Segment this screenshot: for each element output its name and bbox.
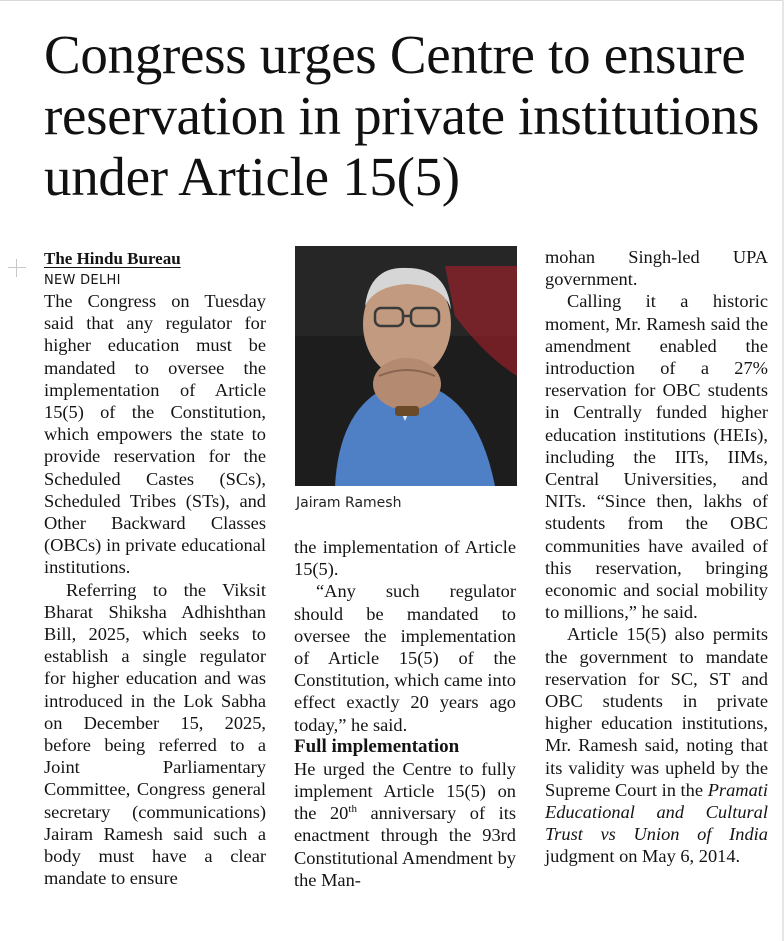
photo-jairam-ramesh [295,246,517,486]
paragraph: Calling it a historic moment, Mr. Ramesh said the amendment enabled the introduction of a 27% reservation for OBC students in Centrally funded higher education institutions (HEIs), including the IITs, IIMs, Central Universities, and NITs. “Since then, lakhs of students from the OBC communities have availed of this reservation, bringing economic and social mobility to millions,” he said. [545,291,768,623]
column-3 [545,246,768,868]
paragraph: “Any such regulator should be mandated to oversee the implementation of Article 15(5) of the Constitution, which came into effect exactly 20 years ago today,” he said. [294,581,516,735]
paragraph [294,758,516,891]
superscript: th [348,803,357,816]
paragraph [545,623,768,867]
portrait-illustration [295,246,517,486]
byline[interactable]: The Hindu Bureau [44,249,181,268]
paragraph-text: anniversary of its enactment through the 93rd Constitutional Amendment by the Man- [294,803,516,890]
paragraph-text: Article 15(5) also permits the government to mandate reservation for SC, ST and OBC students in private higher education institutions, Mr. Ramesh said, noting that its validity was upheld by the Supreme Court in the [545,624,768,800]
subheading: Full implementation [294,735,460,757]
crosshair-mark [8,259,26,277]
paragraph-text: He urged the Centre to fully implement Article 15(5) on the 20 [294,758,516,824]
dateline: NEW DELHI [44,273,121,288]
paragraph: mohan Singh-led UPA government. [545,247,768,290]
column-1 [44,246,266,889]
paragraph: the implementation of Article 15(5). [294,537,516,580]
top-rule [0,0,784,1]
paragraph-text: judgment on May 6, 2014. [545,846,741,867]
case-name: Pramati Educational and Cultural Trust vs Union of India [545,779,768,845]
column-2 [294,536,516,891]
photo-caption: Jairam Ramesh [296,495,402,511]
paragraph: The Congress on Tuesday said that any regulator for higher education must be mandated to oversee the implementation of Article 15(5) of the Constitution, which empowers the state to provide reservation for the Scheduled Castes (SCs), Scheduled Tribes (STs), and Other Backward Classes (OBCs) in private educational institutions. [44,291,266,578]
paragraph: Referring to the Viksit Bharat Shiksha Adhishthan Bill, 2025, which seeks to establish a single regulator for higher education and was introduced in the Lok Sabha on December 15, 2025, before being referred to a Joint Parliamentary Committee, Congress general secretary (communications) Jairam Ramesh said such a body must have a clear mandate to ensure [44,579,266,889]
headline: Congress urges Centre to ensure reservation in private institutions under Article 15(5) [44,24,760,207]
